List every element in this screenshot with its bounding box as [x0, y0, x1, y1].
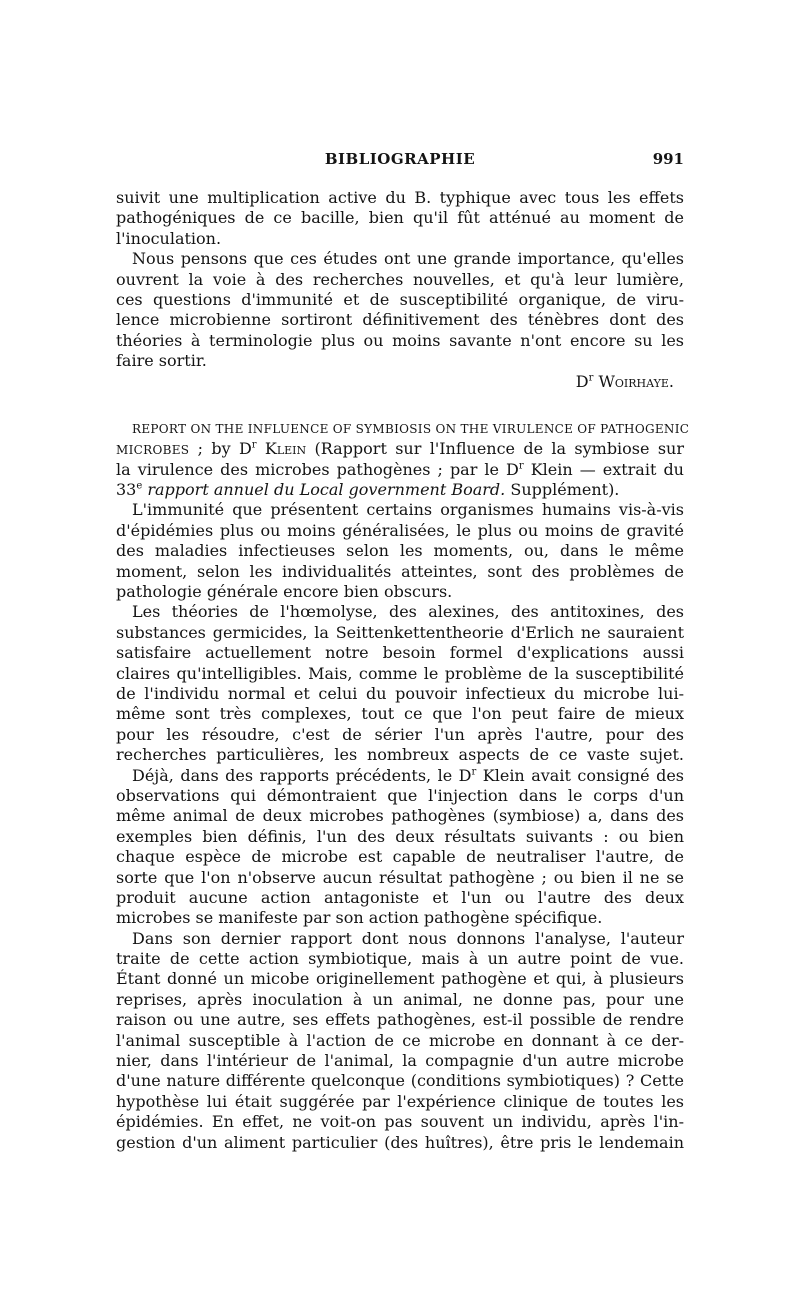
- text-line: substances germicides, la Seittenkettentheorie d'Erlich ne sauraient: [116, 622, 684, 642]
- signature-superscript: r: [588, 372, 594, 384]
- text-fragment: Klein avait consigné des: [476, 765, 684, 785]
- text-line: épidémies. En effet, ne voit-on pas souvent un individu, après l'in-: [116, 1112, 684, 1132]
- text-fragment: Déjà, dans des rapports précédents, le D: [132, 765, 472, 785]
- text-line: traite de cette action symbiotique, mais à un autre point de vue.: [116, 949, 684, 969]
- text-line: satisfaire actuellement notre besoin formel d'explications aussi: [116, 643, 684, 663]
- heading-italic: rapport annuel du Local government Board.: [142, 480, 506, 500]
- heading-author: Klein: [256, 439, 307, 459]
- text-line: même animal de deux microbes pathogènes (symbiose) a, dans des: [116, 806, 684, 826]
- text-line: Dans son dernier rapport dont nous donnons l'analyse, l'auteur: [132, 928, 684, 948]
- review-heading-line: [116, 460, 684, 480]
- text-line: exemples bien définis, l'un des deux résultats suivants : ou bien: [116, 826, 684, 846]
- heading-text: Klein — extrait du: [523, 459, 684, 479]
- text-line: de l'individu normal et celui du pouvoir infectieux du microbe lui-: [116, 683, 684, 703]
- text-superscript: r: [471, 766, 477, 778]
- review-heading-line: [116, 439, 684, 459]
- text-line: sorte que l'on n'observe aucun résultat pathogène ; ou bien il ne se: [116, 867, 684, 887]
- text-line: microbes se manifeste par son action pathogène spécifique.: [116, 908, 603, 928]
- signature-name: Woirhaye.: [598, 371, 674, 391]
- heading-sup: r: [251, 439, 257, 451]
- text-line: l'animal susceptible à l'action de ce microbe en donnant à ce der-: [116, 1030, 684, 1050]
- text-line: [116, 766, 684, 786]
- heading-by: ; by D: [189, 439, 252, 459]
- text-line: produit aucune action antagoniste et l'un ou l'autre des deux: [116, 887, 684, 907]
- page-number: 991: [652, 150, 684, 168]
- signature-prefix: D: [575, 371, 589, 391]
- heading-caps: MICROBES: [116, 443, 190, 458]
- text-line: recherches particulières, les nombreux aspects de ce vaste sujet.: [116, 745, 684, 765]
- text-line: d'épidémies plus ou moins généralisées, le plus ou moins de gravité: [116, 520, 684, 540]
- text-line: chaque espèce de microbe est capable de neutraliser l'autre, de: [116, 847, 684, 867]
- text-line: même sont très complexes, tout ce que l'on peut faire de mieux: [116, 704, 684, 724]
- text-line: faire sortir.: [116, 351, 207, 371]
- text-line: l'inoculation.: [116, 228, 222, 248]
- heading-text: Supplément).: [505, 480, 620, 500]
- text-line: pathologie générale encore bien obscurs.: [116, 582, 453, 602]
- text-line: Étant donné un micobe originellement pathogène et qui, à plusieurs: [116, 969, 684, 989]
- text-line: ouvrent la voie à des recherches nouvelles, et qu'à leur lumière,: [116, 269, 684, 289]
- text-line: théories à terminologie plus ou moins savante n'ont encore su les: [116, 330, 684, 350]
- text-line: ces questions d'immunité et de susceptibilité organique, de viru-: [116, 289, 684, 309]
- text-line: Les théories de l'hœmolyse, des alexines, des antitoxines, des: [132, 602, 684, 622]
- running-head: [116, 150, 684, 172]
- running-title: BIBLIOGRAPHIE: [324, 150, 476, 168]
- reviewer-signature: [116, 372, 684, 392]
- text-line: pathogéniques de ce bacille, bien qu'il fût atténué au moment de: [116, 208, 684, 228]
- heading-rest: (Rapport sur l'Influence de la symbiose sur: [306, 439, 684, 459]
- text-line: nier, dans l'intérieur de l'animal, la compagnie d'un autre microbe: [116, 1051, 684, 1071]
- text-line: raison ou une autre, ses effets pathogènes, est-il possible de rendre: [116, 1010, 684, 1030]
- text-line: moment, selon les individualités atteintes, sont des problèmes de: [116, 561, 684, 581]
- text-line: observations qui démontraient que l'injection dans le corps d'un: [116, 785, 684, 805]
- heading-sup: e: [136, 480, 143, 492]
- text-line: suivit une multiplication active du B. typhique avec tous les effets: [116, 188, 684, 207]
- heading-sup: r: [518, 460, 524, 472]
- body-text: [116, 188, 690, 1153]
- review-heading-line: REPORT ON THE INFLUENCE OF SYMBIOSIS ON THE VIRULENCE OF PATHOGENIC: [132, 421, 690, 436]
- text-line: d'une nature différente quelconque (conditions symbiotiques) ? Cette: [116, 1071, 684, 1091]
- text-line: L'immunité que présentent certains organismes humains vis-à-vis: [132, 500, 684, 520]
- text-line: pour les résoudre, c'est de sérier l'un après l'autre, pour des: [116, 724, 684, 744]
- text-line: lence microbienne sortiront définitivement des ténèbres dont des: [116, 310, 684, 330]
- heading-text: la virulence des microbes pathogènes ; par le D: [116, 459, 519, 479]
- text-line: Nous pensons que ces études ont une grande importance, qu'elles: [132, 249, 684, 269]
- text-line: hypothèse lui était suggérée par l'expérience clinique de toutes les: [116, 1091, 684, 1111]
- text-line: des maladies infectieuses selon les moments, ou, dans le même: [116, 541, 684, 561]
- text-line: reprises, après inoculation à un animal, ne donne pas, pour une: [116, 989, 684, 1009]
- text-line: claires qu'intelligibles. Mais, comme le problème de la susceptibilité: [116, 663, 684, 683]
- review-heading-line: [116, 480, 684, 500]
- text-line: gestion d'un aliment particulier (des huîtres), être pris le lendemain: [116, 1132, 684, 1152]
- heading-number: 33: [116, 480, 137, 500]
